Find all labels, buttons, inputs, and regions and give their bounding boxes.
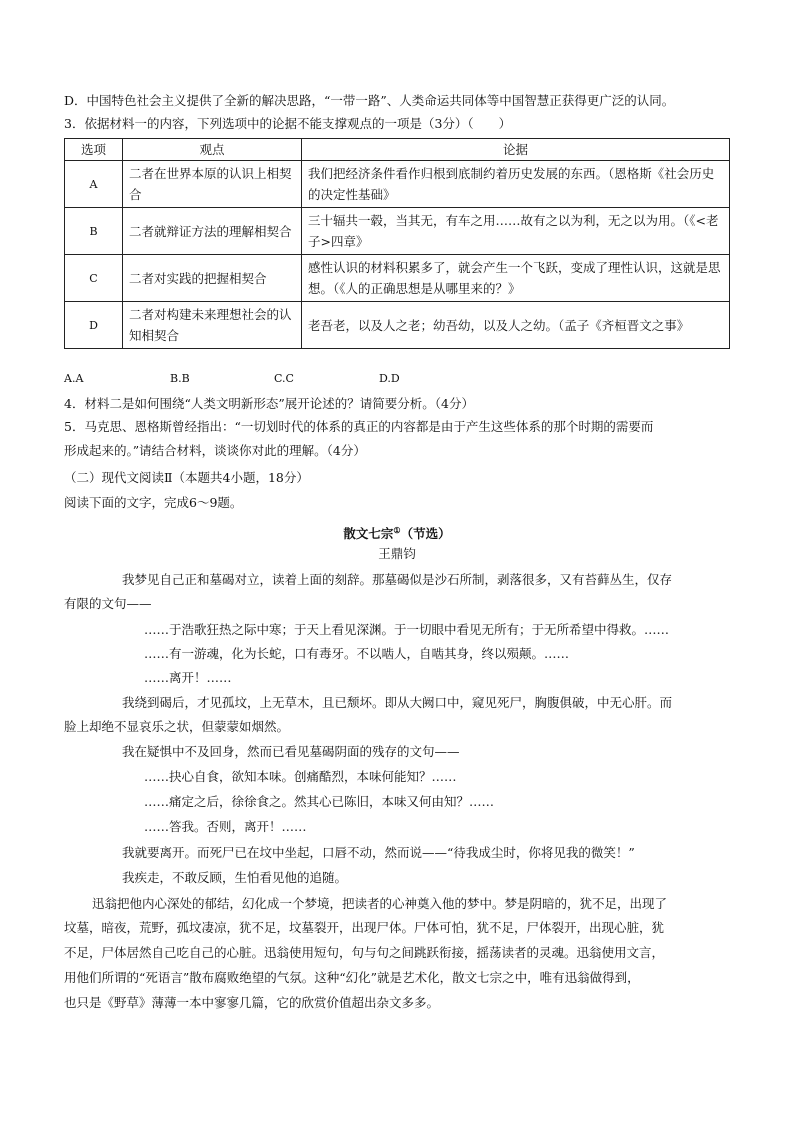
row-view: 二者就辩证方法的理解相契合 [123,208,302,255]
section-heading: （二）现代文阅读Ⅱ（本题共4小题，18分） [64,470,309,485]
article-line: 用他们所谓的“死语言”散布腐败绝望的气氛。这种“幻化”就是艺术化，散文七宗之中，唯有迅翁做得到， [64,970,640,985]
footnote-mark: ① [393,525,401,535]
choice-a: A.A [64,372,84,385]
q3-table-header [65,139,730,161]
choice-c: C.C [274,372,294,385]
article-line: 不足，尸体居然自己吃自己的心脏。迅翁使用短句，句与句之间跳跃衔接，摇荡读者的灵魂。迅翁使用文言， [64,945,665,960]
row-evidence: 感性认识的材料积累多了，就会产生一个飞跃，变成了理性认识，这就是思想。（《人的正确思想是从哪里来的？》 [302,255,730,302]
row-option: B [65,208,123,255]
choice-b: B.B [170,372,190,385]
table-row [65,208,730,255]
table-row [65,161,730,208]
q5-line-2: 形成起来的。”请结合材料，谈谈你对此的理解。（4分） [64,443,366,458]
row-evidence: 三十辐共一毂，当其无，有车之用……故有之以为利，无之以为用。（《<老子>四章》 [302,208,730,255]
q3-table [64,138,730,349]
row-view: 二者对构建未来理想社会的认知相契合 [123,302,302,349]
article-author: 王鼎钧 [378,546,416,561]
q3-stem: 3．依据材料一的内容，下列选项中的论据不能支撑观点的一项是（3分）（ ） [64,116,512,131]
q4: 4．材料二是如何围绕“人类文明新形态”展开论述的？请简要分析。（4分） [64,396,474,411]
article-line: 坟墓，暗夜，荒野，孤坟凄凉，犹不足，坟墓裂开，出现尸体。尸体可怕，犹不足，尸体裂开，出现心脏，犹 [64,920,665,935]
q5-line-1: 5．马克思、恩格斯曾经指出：“一切划时代的体系的真正的内容都是由于产生这些体系的那个时期的需要而 [64,419,654,434]
article-line: 我疾走，不敢反顾，生怕看见他的追随。 [122,870,348,885]
instruction: 阅读下面的文字，完成6～9题。 [64,495,243,510]
choice-d: D.D [379,372,400,385]
table-row [65,255,730,302]
article-line: ……痛定之后，徐徐食之。然其心已陈旧，本味又何由知？…… [144,794,495,809]
header-option: 选项 [65,139,123,161]
row-evidence: 我们把经济条件看作归根到底制约着历史发展的东西。（恩格斯《社会历史的决定性基础》 [302,161,730,208]
article-line: 我在疑惧中不及回身，然而已看见墓碣阴面的残存的文句—— [122,744,460,759]
article-title-text: 散文七宗 [343,526,394,542]
article-title-suffix: （节选） [400,526,451,542]
article-line: 脸上却绝不显哀乐之状，但蒙蒙如烟然。 [64,719,290,734]
article-title [0,520,794,544]
article-line: 有限的文句—— [64,596,152,611]
article-line: 也只是《野草》薄薄一本中寥寥几篇，它的欣赏价值超出杂文多多。 [64,995,440,1010]
row-view: 二者对实践的把握相契合 [123,255,302,302]
row-option: A [65,161,123,208]
table-row [65,302,730,349]
q2-option-d: D．中国特色社会主义提供了全新的解决思路，“一带一路”、人类命运共同体等中国智慧正获得更广泛的认同。 [64,93,675,108]
row-option: D [65,302,123,349]
row-evidence: 老吾老，以及人之老；幼吾幼，以及人之幼。（孟子《齐桓晋文之事》 [302,302,730,349]
header-view: 观点 [123,139,302,161]
article-line: 我就要离开。而死尸已在坟中坐起，口唇不动，然而说——“待我成尘时，你将见我的微笑！” [122,845,635,860]
article-line: 我绕到碣后，才见孤坟，上无草木，且已颓坏。即从大阙口中，窥见死尸，胸腹俱破，中无心肝。而 [122,695,673,710]
article-line: ……有一游魂，化为长蛇，口有毒牙。不以啮人，自啮其身，终以殒颠。…… [144,646,570,661]
row-option: C [65,255,123,302]
article-line: 我梦见自己正和墓碣对立，读着上面的刻辞。那墓碣似是沙石所制，剥落很多，又有苔藓丛生，仅存 [122,572,673,587]
row-view: 二者在世界本原的认识上相契合 [123,161,302,208]
header-evidence: 论据 [302,139,730,161]
article-line: ……离开！…… [144,670,232,685]
article-line: 迅翁把他内心深处的郁结，幻化成一个梦境，把读者的心神奠入他的梦中。梦是阴暗的，犹不足，出现了 [92,896,668,911]
article-line: ……于浩歌狂热之际中寒；于天上看见深渊。于一切眼中看见无所有；于无所希望中得救。…… [144,622,670,637]
article-line: ……答我。否则，离开！…… [144,819,307,834]
article-line: ……抉心自食，欲知本味。创痛酷烈，本味何能知？…… [144,769,457,784]
